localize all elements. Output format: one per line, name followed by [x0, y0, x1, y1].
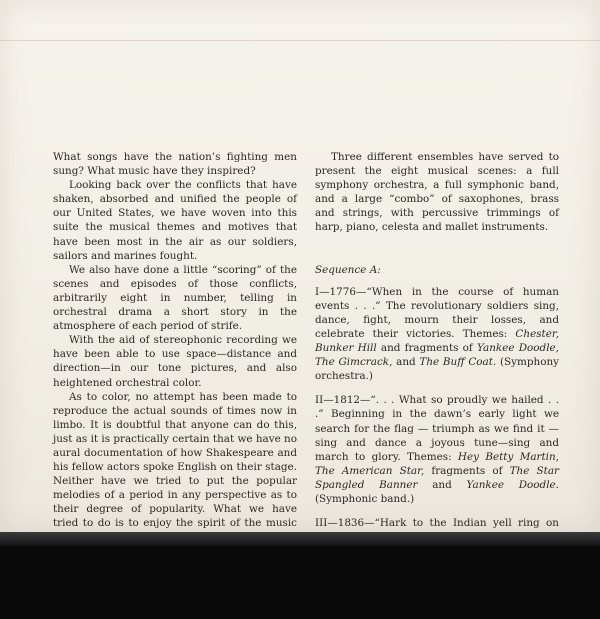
scene-1812-title-3: Yankee Doodle. [466, 478, 559, 491]
left-paragraph-5: As to color, no attempt has been made to reproduce the actual sounds of times now in limbo. It is doubtful that anyone can do this, just as it is practically certain that we have no aural documentation of how Shakespeare and his fellow actors spoke English on their stage. Neither have we tried to put the popular melodies of a period in any perspective as to their degree of popularity. What we have tried to do is to enjoy the spirit of the music [53, 390, 297, 530]
scene-1776: I—1776—“When in the course of human events . . .” The revolutionary soldiers sing, dance, fight, mourn their losses, and celebrate their victories. Themes: Chester, Bunker Hill and fragments of Yankee Doodle, The Gimcrack, and The Buff Coat. (Symphony orchestra.) [315, 285, 560, 383]
scene-1776-title-1: Chester, Bunker Hill [315, 327, 559, 355]
scene-1776-title-2: Yankee Doodle, The Gimcrack, [315, 342, 559, 369]
scene-1776-title-3: The Buff Coat. [419, 356, 497, 369]
scan-bottom-band [0, 532, 600, 619]
scene-1836: III—1836—“Hark to the Indian yell ring on [315, 517, 559, 530]
left-paragraph-1: What songs have the nation’s fighting men sung? What music have they inspired? [53, 151, 297, 178]
left-paragraph-2: Looking back over the conflicts that have shaken, absorbed and unified the people of our United States, we have woven into this suite the musical themes and motives that have been most in the air as our soldiers, sailors and marines fought. [53, 179, 297, 262]
left-paragraph-3: We also have done a little “scoring” of the scenes and episodes of those conflicts, arbitrarily eight in number, telling in orchestral drama a short story in the atmosphere of each period of strife. [53, 263, 297, 333]
scene-1812-title-1: Hey Betty Martin, The American Star, [315, 450, 559, 477]
scene-1812-title-2: The Star Spangled Banner [315, 464, 560, 491]
left-column [53, 150, 297, 559]
sequence-label: Sequence A: [315, 263, 381, 276]
scan-edge-shadow [0, 532, 600, 546]
ensembles-paragraph: Three different ensembles have served to present the eight musical scenes: a full symphony orchestra, a full symphonic band, and a large “combo” of saxophones, brass and strings, with percussive trimmings of harp, piano, celesta and mallet instruments. [315, 151, 559, 234]
right-column [315, 150, 559, 572]
page-fold-line [0, 40, 600, 41]
left-paragraph-4: With the aid of stereophonic recording we have been able to use space—distance and direction—in our tone pictures, and also heightened orchestral color. [53, 334, 297, 389]
scene-1812: II—1812—“. . . What so proudly we hailed . . .” Beginning in the dawn’s early light we search for the flag — triumph as we find it — sing and dance a joyous tune—sing and march to glory. Themes: Hey Betty Martin, The American Star, fragments of The Star Spangled Banner and Yankee Doodle. (Symphonic band.) [315, 394, 560, 505]
